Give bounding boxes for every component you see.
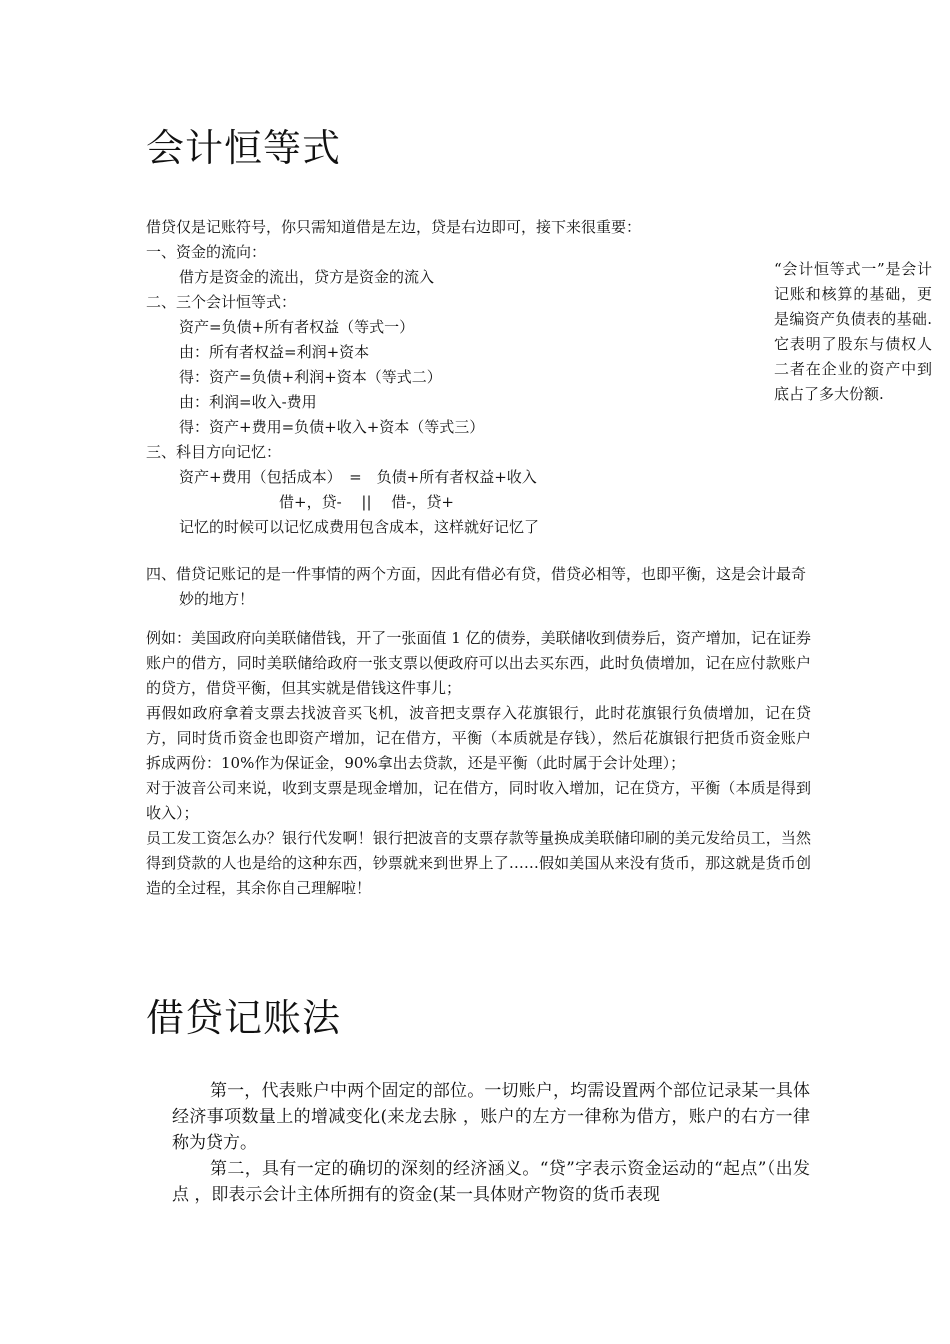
example-paragraph-4: 员工发工资怎么办？银行代发啊！银行把波音的支票存款等量换成美联储印刷的美元发给员工，当然得到贷款的人也是给的这种东西，钞票就来到世界上了……假如美国从来没有货币，那这就是货币创造的全过程，其余你自己理解啦！ [146, 829, 811, 897]
debit-credit-paragraph-1: 第一，代表账户中两个固定的部位。一切账户，均需设置两个部位记录某一具体经济事项数量上的增减变化(来龙去脉 ，账户的左方一律称为借方，账户的右方一律称为贷方。 [172, 1081, 810, 1153]
equation-two: 得：资产=负债+利润+资本（等式二） [179, 368, 442, 386]
memory-directions: 借+，贷- || 借-，贷+ [279, 493, 454, 511]
section-1-heading: 一、资金的流向： [146, 243, 267, 261]
main-content [146, 215, 811, 901]
intro-text: 借贷仅是记账符号，你只需知道借是左边，贷是右边即可，接下来很重要： [146, 218, 642, 236]
section-2-heading: 二、三个会计恒等式： [146, 293, 297, 311]
debit-credit-paragraph-2: 第二，具有一定的确切的深刻的经济涵义。“贷”字表示资金运动的“起点”（出发点 ，即表示会计主体所拥有的资金(某一具体财产物资的货币表现 [172, 1159, 810, 1205]
spacer [146, 612, 811, 626]
memory-equation: 资产+费用（包括成本） = 负债+所有者权益+收入 [179, 468, 537, 486]
equation-one: 资产=负债+所有者权益（等式一） [179, 318, 415, 336]
equation-three: 得：资产+费用=负债+收入+资本（等式三） [179, 418, 485, 436]
heading-debit-credit-method: 借贷记账法 [146, 996, 342, 1040]
debit-credit-section [172, 1078, 810, 1208]
example-paragraph-2: 再假如政府拿着支票去找波音买飞机，波音把支票存入花旗银行，此时花旗银行负债增加，记在贷方，同时货币资金也即资产增加，记在借方，平衡（本质就是存钱），然后花旗银行把货币资金账户拆成两份：10%作为保证金，90%拿出去贷款，还是平衡（此时属于会计处理）； [146, 704, 811, 772]
equation-derivation-2: 由：利润=收入-费用 [179, 393, 317, 411]
spacer [146, 540, 811, 562]
section-1-line: 借方是资金的流出，贷方是资金的流入 [179, 268, 435, 286]
example-paragraph-3: 对于波音公司来说，收到支票是现金增加，记在借方，同时收入增加，记在贷方，平衡（本质是得到收入）； [146, 779, 811, 822]
heading-accounting-equation: 会计恒等式 [146, 126, 342, 170]
section-3-heading: 三、科目方向记忆： [146, 443, 282, 461]
memory-tip: 记忆的时候可以记忆成费用包含成本，这样就好记忆了 [179, 518, 540, 536]
example-paragraph-1: 例如：美国政府向美联储借钱，开了一张面值 1 亿的债券，美联储收到债券后，资产增加，记在证券账户的借方，同时美联储给政府一张支票以便政府可以出去买东西，此时负债增加，记在应付款账户的贷方，借贷平衡，但其实就是借钱这件事儿； [146, 629, 811, 697]
side-note: “会计恒等式一”是会计记账和核算的基础，更是编资产负债表的基础. 它表明了股东与债权人二者在企业的资产中到底占了多大份额. [774, 260, 932, 403]
section-4-paragraph: 四、借贷记账记的是一件事情的两个方面，因此有借必有贷，借贷必相等，也即平衡，这是会计最奇妙的地方！ [146, 565, 807, 608]
equation-derivation-1: 由：所有者权益=利润+资本 [179, 343, 370, 361]
